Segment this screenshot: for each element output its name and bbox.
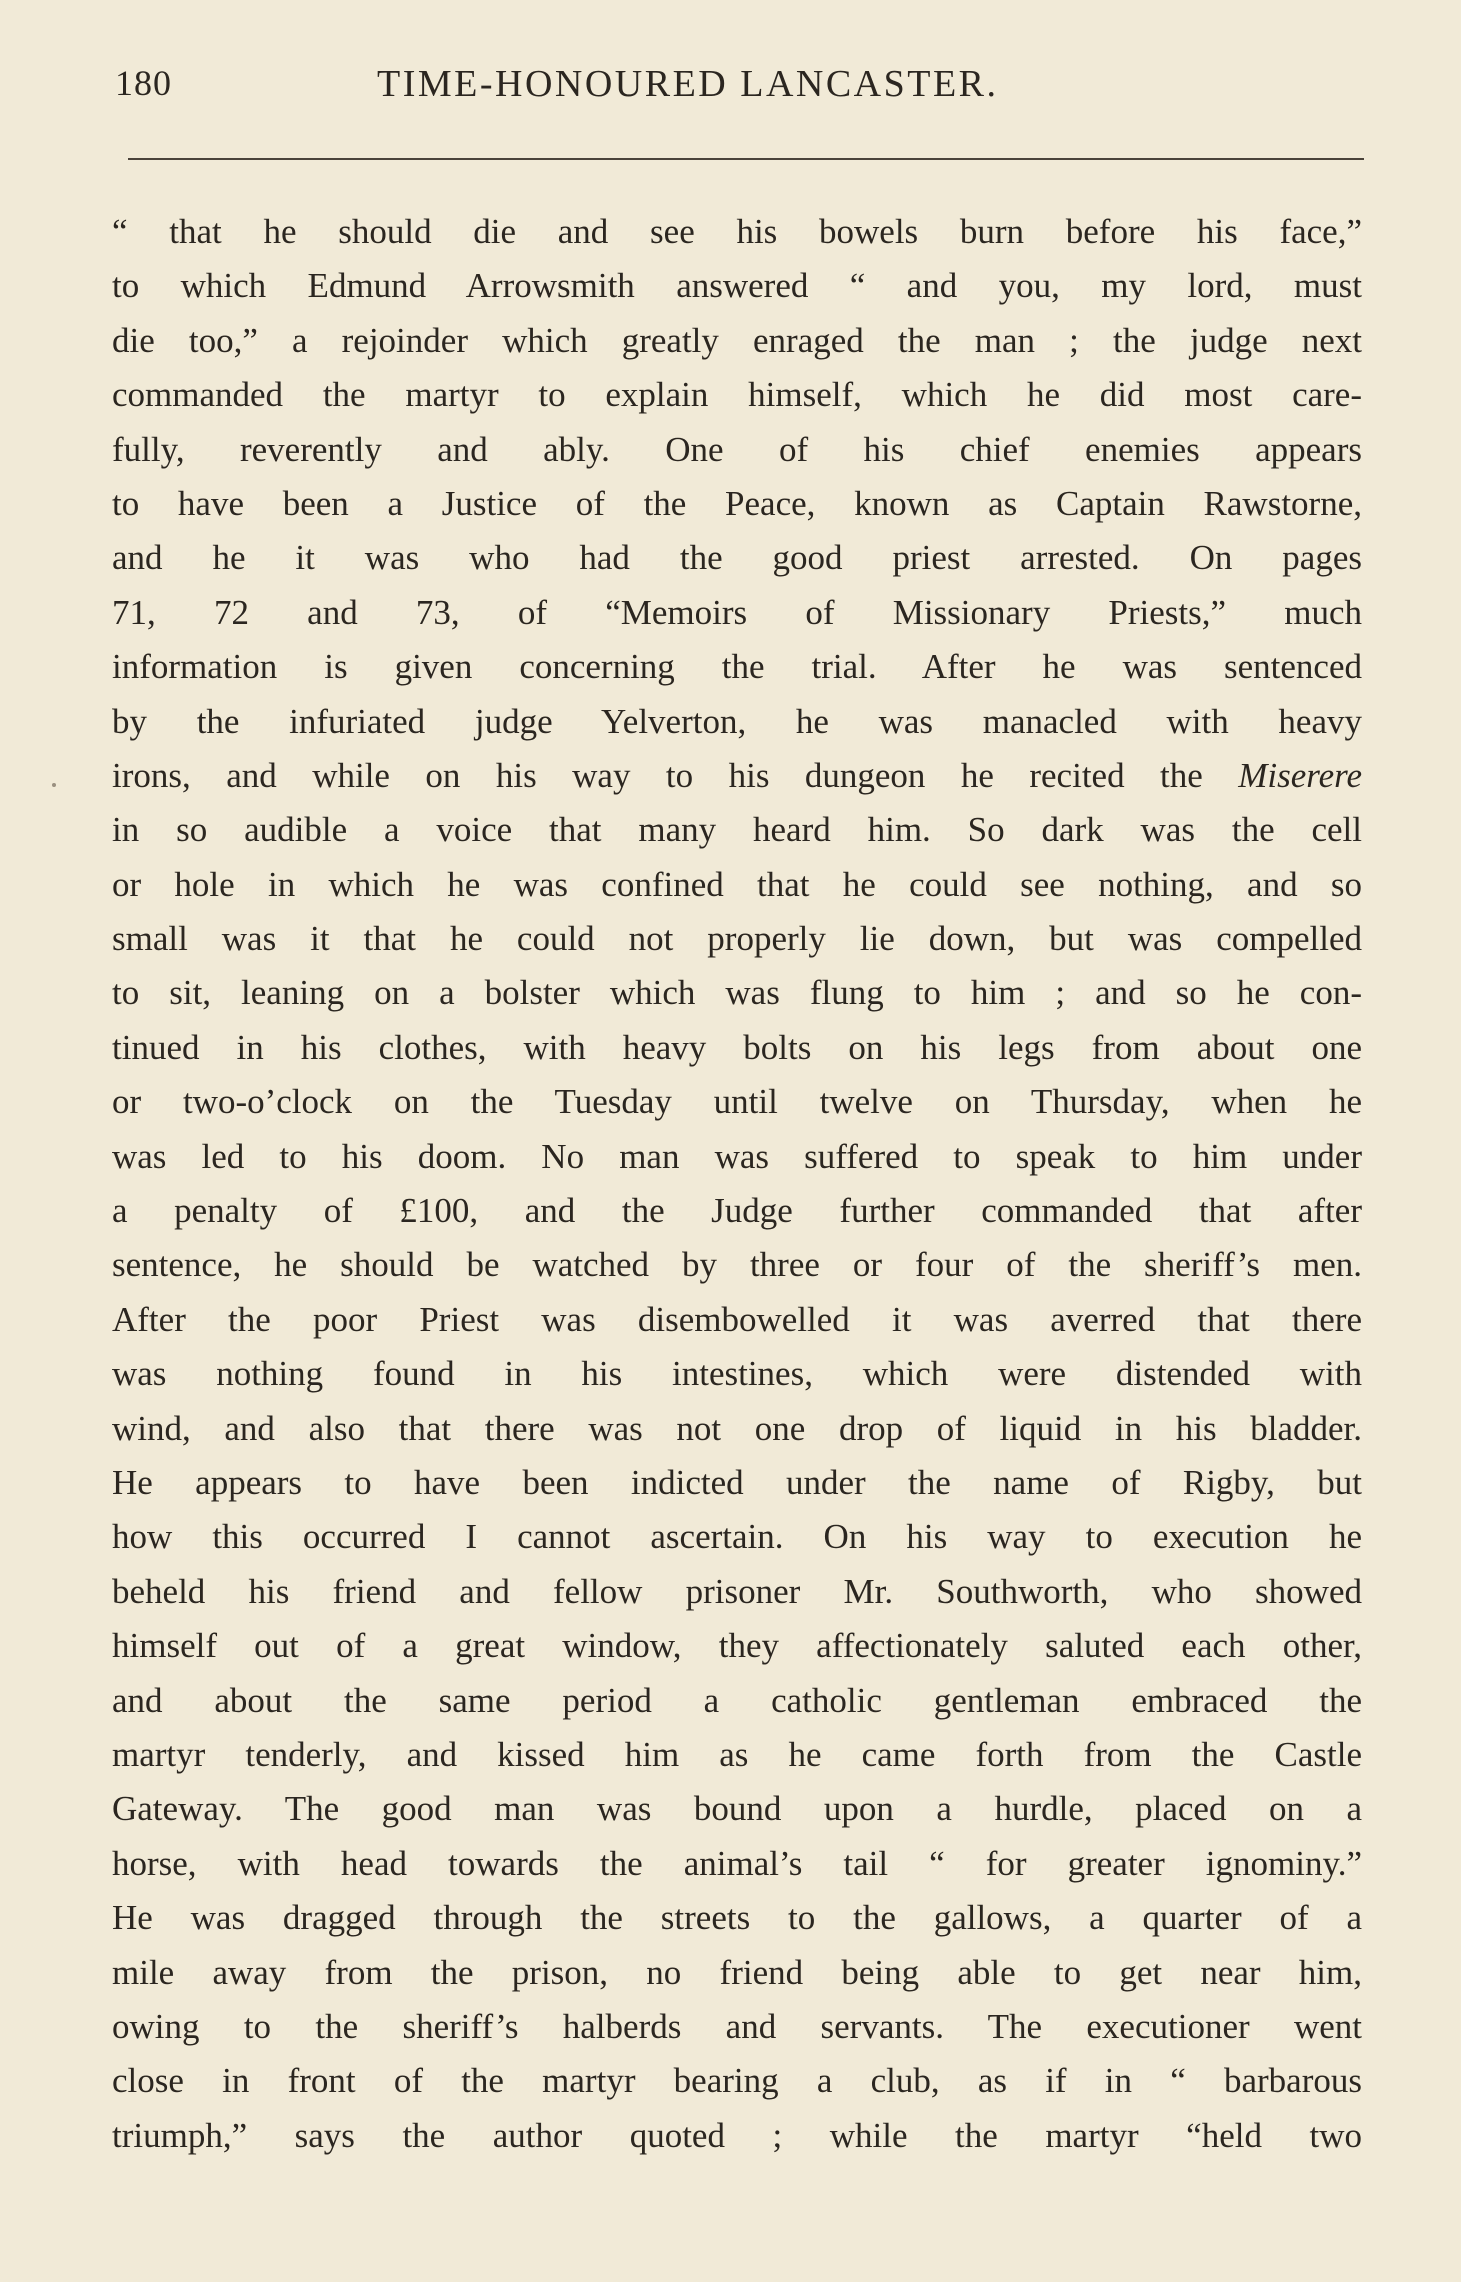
text-line: mile away from the prison, no friend being able to get near him,: [112, 1952, 1362, 1992]
text-line: Gateway. The good man was bound upon a hurdle, placed on a: [112, 1789, 1362, 1829]
text-line: “ that he should die and see his bowels burn before his face,”: [112, 212, 1362, 251]
text-line: to sit, leaning on a bolster which was flung to him ; and so he con-: [112, 973, 1362, 1013]
text-line: He was dragged through the streets to the gallows, a quarter of a: [112, 1898, 1362, 1938]
text-segment: irons, and while on his way to his dungeon he recited the: [112, 755, 1203, 795]
text-line: himself out of a great window, they affectionately saluted each other,: [112, 1626, 1362, 1666]
text-line: how this occurred I cannot ascertain. On his way to execution he: [112, 1517, 1362, 1557]
text-line: martyr tenderly, and kissed him as he came forth from the Castle: [112, 1734, 1362, 1774]
margin-mark: [52, 783, 56, 787]
text-line: owing to the sheriff’s halberds and servants. The executioner went: [112, 2006, 1362, 2046]
text-line: 71, 72 and 73, of “Memoirs of Missionary Priests,” much: [112, 592, 1362, 632]
text-line: triumph,” says the author quoted ; while the martyr “held two: [112, 2115, 1362, 2155]
text-line: fully, reverently and ably. One of his chief enemies appears: [112, 429, 1362, 469]
text-line: small was it that he could not properly lie down, but was compelled: [112, 919, 1362, 959]
text-line: tinued in his clothes, with heavy bolts on his legs from about one: [112, 1027, 1362, 1067]
text-line: was nothing found in his intestines, which were distended with: [112, 1354, 1362, 1394]
header-rule: [128, 158, 1364, 160]
running-head: [115, 62, 1365, 112]
text-line: horse, with head towards the animal’s tail “ for greater ignominy.”: [112, 1843, 1362, 1883]
text-line: a penalty of £100, and the Judge further commanded that after: [112, 1191, 1362, 1231]
text-line: commanded the martyr to explain himself, which he did most care-: [112, 375, 1362, 415]
text-line: After the poor Priest was disembowelled it was averred that there: [112, 1299, 1362, 1339]
text-line: information is given concerning the trial. After he was sentenced: [112, 647, 1362, 687]
text-line-with-italic: [112, 749, 1362, 803]
text-line: and about the same period a catholic gentleman embraced the: [112, 1680, 1362, 1720]
text-line: or two-o’clock on the Tuesday until twelve on Thursday, when he: [112, 1082, 1362, 1122]
text-line: was led to his doom. No man was suffered to speak to him under: [112, 1136, 1362, 1176]
text-line: beheld his friend and fellow prisoner Mr. Southworth, who showed: [112, 1571, 1362, 1611]
text-line: by the infuriated judge Yelverton, he was manacled with heavy: [112, 701, 1362, 741]
text-line: wind, and also that there was not one drop of liquid in his bladder.: [112, 1408, 1362, 1448]
text-line: die too,” a rejoinder which greatly enraged the man ; the judge next: [112, 320, 1362, 360]
text-line: He appears to have been indicted under the name of Rigby, but: [112, 1462, 1362, 1502]
text-line: in so audible a voice that many heard him. So dark was the cell: [112, 810, 1362, 850]
text-line: and he it was who had the good priest arrested. On pages: [112, 538, 1362, 578]
text-line: close in front of the martyr bearing a club, as if in “ barbarous: [112, 2061, 1362, 2101]
text-line: sentence, he should be watched by three or four of the sheriff’s men.: [112, 1245, 1362, 1285]
text-line: to have been a Justice of the Peace, known as Captain Rawstorne,: [112, 483, 1362, 523]
text-line: or hole in which he was confined that he could see nothing, and so: [112, 864, 1362, 904]
text-line: to which Edmund Arrowsmith answered “ and you, my lord, must: [112, 266, 1362, 306]
page-number: 180: [115, 63, 172, 103]
italic-word: Miserere: [1238, 755, 1362, 795]
running-title: TIME-HONOURED LANCASTER.: [377, 63, 999, 105]
body-text: [112, 205, 1362, 2163]
